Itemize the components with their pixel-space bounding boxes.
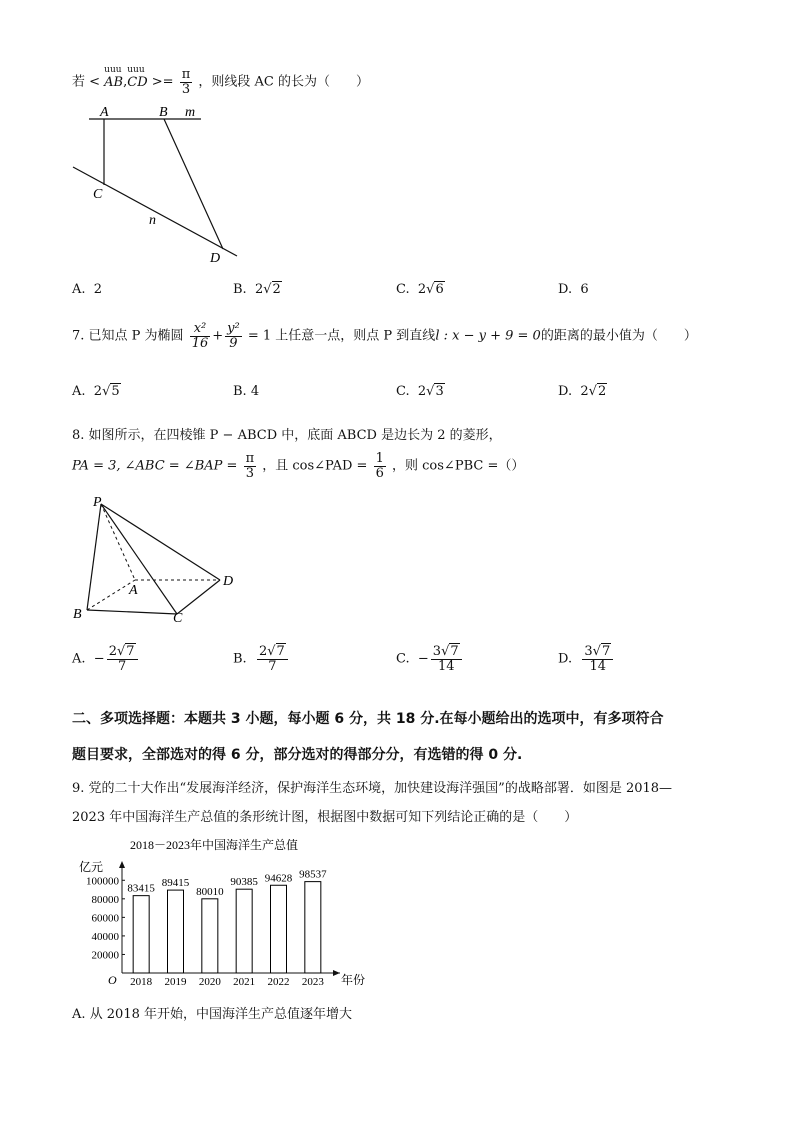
- option-fraction: [431, 645, 462, 673]
- chart-data-label: 89415: [161, 877, 190, 890]
- sqrt-sign: √7: [267, 644, 285, 659]
- frac-den: 3: [245, 465, 254, 481]
- option-label: B.: [233, 384, 247, 399]
- chart-x-tick-label: 2021: [233, 976, 256, 988]
- sqrt-radicand: 2: [272, 282, 281, 297]
- q8-cos-fraction: [374, 452, 386, 480]
- q9-stem-line2: 2023 年中国海洋生产总值的条形统计图，根据图中数据可知下列结论正确的是（ ）: [72, 810, 578, 825]
- q6-option-d[interactable]: [558, 282, 589, 297]
- q7-stem-prefix: 7. 已知点 P 为椭圆: [72, 328, 184, 344]
- chart-y-tick-label: 80000: [91, 893, 119, 906]
- chart-x-axis-label: 年份: [341, 973, 366, 987]
- q6-option-a[interactable]: [72, 282, 102, 297]
- option-fraction: [107, 645, 138, 673]
- sqrt-radicand: 7: [450, 644, 459, 659]
- chart-bar: [236, 889, 252, 973]
- q8-line2-prefix: PA = 3, ∠ABC = ∠BAP =: [72, 458, 238, 474]
- frac-num: π: [245, 451, 255, 466]
- q6-stem-prefix: 若 <: [72, 74, 101, 90]
- q8-line2-mid: ，且 cos∠PAD =: [262, 458, 368, 474]
- section2-heading-line1: 二、多项选择题：本题共 3 小题，每小题 6 分，共 18 分.在每小题给出的选项中，有多项符合: [72, 711, 664, 727]
- q6-vector-mark: uuu: [104, 64, 122, 75]
- q8-line2-suffix: ，则 cos∠PBC =（）: [392, 458, 525, 474]
- sqrt-radicand: 7: [601, 644, 611, 659]
- chart-y-tick-label: 60000: [91, 912, 119, 925]
- chart-bar: [168, 890, 184, 973]
- sqrt-radicand: 3: [435, 384, 444, 399]
- chart-y-axis-arrow: [119, 861, 125, 868]
- edge-ba: [87, 580, 135, 610]
- frac-den: 16: [191, 335, 209, 351]
- q7-plus: +: [212, 328, 224, 344]
- q9-bar-chart: [65, 833, 385, 993]
- frac-num: [582, 645, 613, 660]
- frac-num: x²: [190, 322, 211, 337]
- q6-stem-suffix: ，则线段 AC 的长为（ ）: [198, 74, 370, 90]
- sqrt-sign: √6: [426, 282, 444, 297]
- chart-data-label: 94628: [264, 872, 293, 885]
- section2-heading-line2: 题目要求，全部选对的得 6 分，部分选对的得部分分，有选错的得 0 分.: [72, 747, 523, 763]
- point-b-label: B: [159, 105, 168, 120]
- sqrt-sign: √3: [426, 384, 444, 399]
- chart-y-tick-label: 20000: [91, 949, 119, 962]
- option-fraction: [257, 645, 288, 673]
- q6-option-c[interactable]: [396, 282, 445, 297]
- q7-eq-one: = 1 上任意一点，则点 P 到直线: [247, 328, 436, 344]
- q7-option-d[interactable]: [558, 384, 607, 399]
- option-value: 4: [250, 384, 260, 399]
- chart-title: 2018－2023年中国海洋生产总值: [130, 838, 299, 852]
- chart-y-tick-label: 100000: [86, 875, 119, 888]
- point-d-label: D: [223, 574, 234, 589]
- sqrt-radicand: 5: [111, 384, 120, 399]
- sqrt-radicand: 6: [435, 282, 444, 297]
- point-a-label: A: [100, 105, 109, 120]
- chart-y-tick-label: 40000: [91, 930, 119, 943]
- frac-num: [107, 645, 138, 660]
- chart-bar: [305, 882, 321, 973]
- chart-data-label: 90385: [230, 876, 258, 889]
- point-c-label: C: [93, 187, 103, 202]
- q9-option-a[interactable]: A. 从 2018 年开始，中国海洋生产总值逐年增大: [72, 1007, 353, 1022]
- q7-y-fraction: [225, 322, 242, 350]
- option-label: A.: [72, 282, 86, 297]
- q7-stem-suffix: 的距离的最小值为（ ）: [540, 328, 697, 344]
- chart-x-tick-label: 2019: [164, 976, 187, 988]
- option-label: D.: [558, 282, 573, 297]
- option-value: 6: [580, 282, 589, 297]
- frac-num: [257, 645, 288, 660]
- chart-bar: [133, 896, 149, 973]
- q7-stem: [72, 322, 697, 350]
- chart-data-label: 83415: [127, 882, 155, 895]
- sqrt-sign: √7: [116, 644, 135, 659]
- edge-pd: [101, 504, 220, 580]
- q6-equals: >=: [151, 74, 174, 90]
- q6-vector-cd: [127, 64, 148, 90]
- q7-x-fraction: [190, 322, 211, 350]
- segment-bd: [164, 119, 223, 249]
- line-n-label: n: [149, 213, 156, 228]
- option-coef: 2: [417, 282, 427, 297]
- q7-option-b[interactable]: [233, 384, 259, 399]
- option-coef: 2: [93, 384, 103, 399]
- sqrt-sign: √5: [102, 384, 120, 399]
- option-sign: −: [93, 651, 105, 667]
- frac-num: 1: [375, 451, 384, 466]
- q6-vector-cd-label: CD: [127, 74, 148, 90]
- chart-bar: [202, 899, 218, 973]
- chart-y-axis-label: 亿元: [79, 860, 104, 874]
- frac-den: 7: [268, 658, 277, 674]
- option-coef: 2: [580, 384, 589, 399]
- chart-x-axis-arrow: [333, 970, 340, 976]
- option-value: 2: [93, 282, 103, 297]
- q7-option-a[interactable]: [72, 384, 121, 399]
- frac-num: [431, 645, 462, 660]
- sqrt-sign: √2: [588, 384, 607, 399]
- option-coef: 2: [417, 384, 427, 399]
- edge-pb: [87, 504, 101, 610]
- q8-stem-line2: [72, 452, 524, 480]
- chart-origin-label: O: [108, 973, 117, 987]
- chart-x-tick-label: 2022: [267, 976, 290, 988]
- q7-line-equation: l : x − y + 9 = 0: [435, 328, 541, 344]
- point-d-label: D: [210, 251, 221, 266]
- option-label: D.: [558, 384, 573, 399]
- frac-den: 9: [229, 335, 238, 351]
- edge-pc: [101, 504, 177, 614]
- sqrt-radicand: 7: [276, 644, 285, 659]
- q8-pi-fraction: [244, 452, 257, 480]
- chart-x-tick-label: 2020: [198, 976, 221, 988]
- chart-bar: [271, 885, 287, 973]
- q9-stem-line1: 9. 党的二十大作出“发展海洋经济，保护海洋生态环境，加快建设海洋强国”的战略部署．如图是 2018—: [72, 781, 673, 796]
- option-coef: 3: [584, 644, 593, 659]
- q6-frac-den: 3: [181, 81, 191, 97]
- q8-option-d[interactable]: [558, 645, 615, 673]
- point-c-label: C: [173, 611, 183, 626]
- frac-den: 6: [375, 465, 384, 481]
- q8-pyramid-figure: [65, 492, 255, 632]
- chart-x-tick-label: 2018: [130, 976, 153, 988]
- sqrt-sign: √7: [592, 644, 611, 659]
- option-label: B.: [233, 651, 247, 667]
- q8-option-c[interactable]: [396, 645, 464, 673]
- point-p-label: P: [93, 495, 102, 510]
- edge-cd: [177, 580, 220, 614]
- sqrt-radicand: 2: [597, 384, 607, 399]
- option-coef: 3: [432, 644, 442, 659]
- chart-data-label: 80010: [196, 885, 224, 898]
- q6-vector-mark: uuu: [127, 64, 145, 75]
- option-coef: 2: [108, 644, 117, 659]
- edge-bc: [87, 610, 177, 614]
- q6-option-b[interactable]: [233, 282, 282, 297]
- option-label: B.: [233, 282, 247, 297]
- option-label: D.: [558, 651, 573, 667]
- option-coef: 2: [254, 282, 264, 297]
- line-n: [73, 167, 237, 256]
- chart-data-label: 98537: [299, 868, 327, 881]
- option-label: C.: [396, 651, 410, 667]
- frac-num: y²: [227, 321, 240, 336]
- q6-stem: 若 < uuu AB, uuu CD >= $\frac{\pi}{3}$ ，则线段 AC 的长为（ ）: [72, 64, 370, 97]
- q8-option-a[interactable]: [72, 645, 140, 673]
- sqrt-sign: √7: [441, 644, 459, 659]
- point-a-label: A: [129, 583, 138, 598]
- option-label: A.: [72, 384, 86, 399]
- q6-figure: [65, 100, 255, 270]
- q8-stem-line1: 8. 如图所示，在四棱锥 P − ABCD 中，底面 ABCD 是边长为 2 的菱形，: [72, 428, 502, 443]
- q6-frac-num: π: [181, 67, 191, 82]
- option-label: C.: [396, 282, 410, 297]
- q8-option-b[interactable]: [233, 645, 290, 673]
- chart-x-tick-label: 2023: [301, 976, 324, 988]
- option-coef: 2: [258, 644, 268, 659]
- point-b-label: B: [73, 607, 82, 622]
- option-label: C.: [396, 384, 410, 399]
- sqrt-radicand: 7: [126, 644, 135, 659]
- q6-vector-ab: [104, 64, 124, 90]
- frac-den: 14: [589, 658, 607, 674]
- option-label: A.: [72, 651, 86, 667]
- frac-den: 7: [117, 658, 127, 674]
- sqrt-sign: √2: [263, 282, 281, 297]
- frac-den: 14: [437, 658, 455, 674]
- line-m-label: m: [185, 105, 196, 120]
- q6-vector-ab-label: AB: [104, 74, 124, 90]
- q7-option-c[interactable]: [396, 384, 445, 399]
- option-fraction: [582, 645, 613, 673]
- q6-pi-fraction: [180, 68, 193, 96]
- option-sign: −: [417, 651, 429, 667]
